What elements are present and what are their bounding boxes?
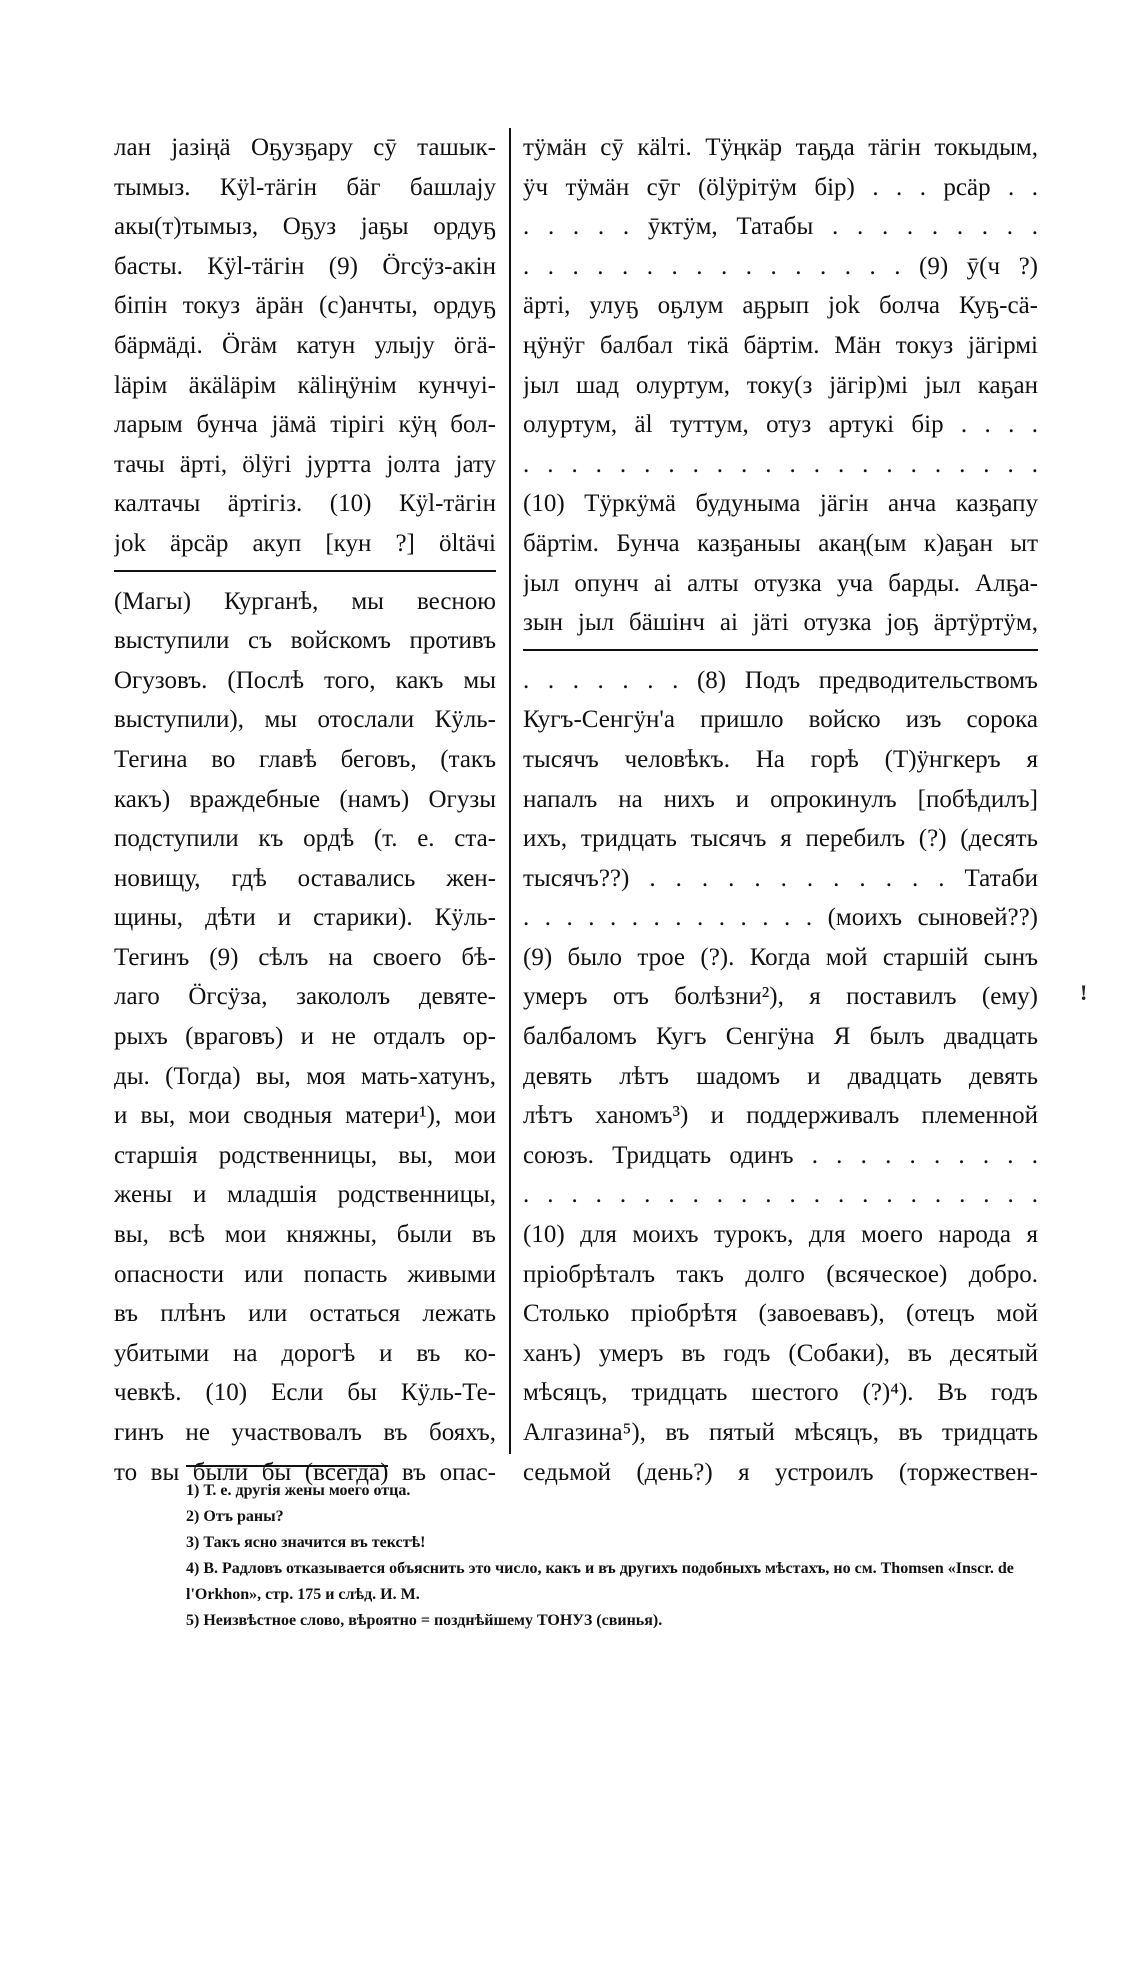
right-column [523, 128, 1038, 1492]
footnote: 1) Т. е. другія жены моего отца. [186, 1482, 411, 1499]
text-line: тысячъ??) . . . . . . . . . . . . Татаби [523, 864, 1038, 892]
text-line: бäрмäді. Öгäм катун улыју öгä- [114, 331, 496, 359]
text-line: басты. Кӱl-тäгін (9) Öгсӱз-акін [114, 252, 496, 280]
text-line: ханъ) умеръ въ годъ (Собаки), въ десятый [523, 1339, 1038, 1367]
text-line: калтачы äртігіз. (10) Кӱl-тäгін [114, 490, 496, 518]
text-line: новищу, гдѣ оставались жен- [114, 864, 496, 892]
text-line: умеръ отъ болѣзни²), я поставилъ (ему) [523, 983, 1038, 1011]
text-line: старшія родственницы, вы, мои [114, 1141, 496, 1169]
text-line: Столько пріобрѣтя (завоевавъ), (отецъ мой [523, 1300, 1038, 1328]
text-line: девять лѣтъ шадомъ и двадцать девять [523, 1062, 1038, 1090]
text-line: бäртім. Бунча казҕаныы акаң(ым к)аҕан ыт [523, 529, 1038, 557]
text-line: опасности или попасть живыми [114, 1260, 496, 1288]
margin-mark: ! [1080, 980, 1088, 1005]
text-line: вы, всѣ мои княжны, были въ [114, 1221, 496, 1249]
text-line: . . . . . . . . . . . . . . . . (9) ӯ(ч ?) [523, 252, 1038, 280]
right-divider-rule [523, 649, 1038, 651]
text-line: тысячъ человѣкъ. На горѣ (Т)ӱнгкеръ я [523, 745, 1038, 773]
footnote-rule [186, 1465, 388, 1467]
text-line: рыхъ (враговъ) и не отдалъ ор- [114, 1023, 496, 1051]
text-line: ихъ, тридцать тысячъ я перебилъ (?) (десять [523, 825, 1038, 853]
text-line: (10) для моихъ турокъ, для моего народа я [523, 1221, 1038, 1249]
footnote: 2) Отъ раны? [186, 1508, 284, 1525]
text-line: напалъ на нихъ и опрокинулъ [побѣдилъ] [523, 785, 1038, 813]
text-line: мѣсяцъ, тридцать шестого (?)⁴). Въ годъ [523, 1379, 1038, 1407]
text-line: (Магы) Курганѣ, мы весною [114, 587, 496, 615]
text-line: выступили), мы отослали Кӱль- [114, 706, 496, 734]
text-line: щины, дѣти и старики). Кӱль- [114, 904, 496, 932]
text-line: союзъ. Тридцать одинъ . . . . . . . . . . [523, 1141, 1038, 1169]
text-line: (10) Тӱркӱмä будуныма јäгін анча казҕапу [523, 490, 1038, 518]
text-line: подступили къ ордѣ (т. е. ста- [114, 825, 496, 853]
text-line: ӱч тӱмäн сӯг (ölӱрітӱм бір) . . . рсäр . . [523, 173, 1038, 201]
footnotes [186, 1478, 1046, 1634]
text-line: балбаломъ Кугъ Сенгӱна Я былъ двадцать [523, 1023, 1038, 1051]
text-line: то вы были бы (всегда) въ опас- [114, 1458, 496, 1486]
text-line: äрті, улуҕ оҕлум аҕрып јok болча Куҕ-сä- [523, 292, 1038, 320]
text-line: . . . . . . . (8) Подъ предводительствомъ [523, 666, 1038, 694]
text-line: . . . . . . . . . . . . . . (моихъ сыновей??) [523, 904, 1038, 932]
text-line: олуртум, äl туттум, отуз артукі бір . . . . [523, 411, 1038, 439]
text-line: Тегина во главѣ беговъ, (такъ [114, 745, 496, 773]
text-line: Алгазина⁵), въ пятый мѣсяцъ, въ тридцать [523, 1419, 1038, 1446]
right-turkic-block [523, 128, 1038, 643]
text-line: Огузовъ. (Послѣ того, какъ мы [114, 666, 496, 694]
text-line: лаго Öгсӱза, закололъ девяте- [114, 983, 496, 1011]
text-line: акы(т)тымыз, Оҕуз јаҕы ордуҕ [114, 213, 496, 241]
text-line: ды. (Тогда) вы, моя мать-хатунъ, [114, 1062, 496, 1090]
left-turkic-block [114, 128, 496, 564]
text-line: јыл опунч аі алты отузка уча барды. Алҕа- [523, 569, 1038, 597]
text-line: тӱмäн сӯ кälті. Тӱңкäр таҕда тäгін токыдым, [523, 134, 1038, 161]
text-line: гинъ не участвовалъ въ бояхъ, [114, 1419, 496, 1446]
text-line: тачы äрті, ölӱгі јуртта јолта јату [114, 450, 496, 478]
text-line: лѣтъ ханомъ³) и поддерживалъ племенной [523, 1102, 1038, 1130]
right-russian-block [523, 661, 1038, 1492]
footnote: 4) В. Радловъ отказывается объяснить это число, какъ и въ другихъ подобныхъ мѣстахъ, но см. Thomsen «Inscr. de l'Orkhon», стр. 175 и слѣд. И. М. [186, 1560, 1014, 1603]
text-line: убитыми на дорогѣ и въ ко- [114, 1339, 496, 1367]
left-column [114, 128, 496, 1492]
text-line: выступили съ войскомъ противъ [114, 627, 496, 655]
text-line: јыл шад олуртум, току(з јäгір)мі јыл каҕан [523, 371, 1038, 399]
footnote: 5) Неизвѣстное слово, вѣроятно = позднѣйшему ТОНУЗ (свинья). [186, 1612, 663, 1629]
text-line: жены и младшія родственницы, [114, 1181, 496, 1209]
text-line: въ плѣнъ или остаться лежать [114, 1300, 496, 1328]
footnote: 3) Такъ ясно значится въ текстѣ! [186, 1534, 426, 1551]
text-line: тымыз. Кӱl-тäгін бäг башлају [114, 173, 496, 201]
left-russian-block [114, 582, 496, 1493]
text-line: . . . . . ӯктӱм, Татабы . . . . . . . . . [523, 213, 1038, 241]
column-separator [509, 128, 511, 1454]
text-line: Кугъ-Сенгӱн'а пришло войско изъ сорока [523, 706, 1038, 734]
text-line: . . . . . . . . . . . . . . . . . . . . . . [523, 450, 1038, 478]
text-line: пріобрѣталъ такъ долго (всяческое) добро. [523, 1260, 1038, 1288]
text-line: и вы, мои сводныя матери¹), мои [114, 1102, 496, 1130]
text-line: зын јыл бäшінч аі јäті отузка јоҕ äртӱртӱм, [523, 609, 1038, 637]
text-line: чевкѣ. (10) Если бы Кӱль-Те- [114, 1379, 496, 1407]
text-line: біпін токуз äрäн (с)анчты, ордуҕ [114, 292, 496, 320]
left-divider-rule [114, 570, 496, 572]
text-line: (9) было трое (?). Когда мой старшій сынъ [523, 943, 1038, 971]
text-line: седьмой (день?) я устроилъ (торжествен- [523, 1458, 1038, 1486]
text-line: лан јазіңä Оҕузҕару сӯ ташык- [114, 134, 496, 161]
text-line: какъ) враждебные (намъ) Огузы [114, 785, 496, 813]
text-line: ларым бунча јäмä тірігі кӱң бол- [114, 411, 496, 439]
text-line: . . . . . . . . . . . . . . . . . . . . . . [523, 1181, 1038, 1209]
text-line: ңӱнӱг балбал тікä бäртім. Мäн токуз јäгірмі [523, 331, 1038, 359]
text-line: Тегинъ (9) сѣлъ на своего бѣ- [114, 943, 496, 971]
text-line: läрім äкäläрім кäliңӱнім кунчуі- [114, 371, 496, 399]
text-line: jok äрсäр акуп [кун ?] öltäчі [114, 529, 496, 557]
